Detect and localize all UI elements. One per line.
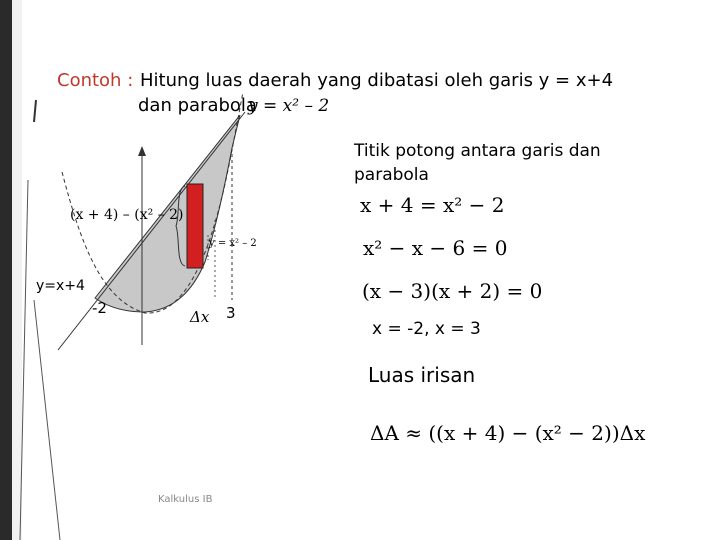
example-label: Contoh :	[57, 70, 134, 91]
area-strip	[187, 184, 203, 268]
problem-statement-line1: Hitung luas daerah yang dibatasi oleh garis y = x+4	[140, 70, 614, 91]
integrand-label: (x + 4) – (x² – 2)	[70, 207, 184, 223]
problem-statement-line2: dan parabola	[138, 95, 257, 116]
decor-line	[34, 300, 60, 540]
area-heading: Luas irisan	[368, 363, 476, 387]
intersection-heading-line2: parabola	[354, 165, 429, 185]
roots-text: x = -2, x = 3	[372, 319, 481, 339]
intersection-equation-2: x² − x − 6 = 0	[363, 236, 508, 260]
intersection-equation-3: (x − 3)(x + 2) = 0	[362, 279, 543, 303]
right-bound-label: 3	[226, 304, 236, 322]
line-graph-label: y=x+4	[36, 278, 85, 294]
line-y-x-plus-4	[58, 112, 245, 350]
dx-label: Δx	[190, 308, 210, 326]
area-formula: ΔA ≈ ((x + 4) − (x² − 2))Δx	[370, 421, 646, 445]
footer-text: Kalkulus IB	[158, 494, 213, 505]
decor-line	[20, 180, 28, 540]
intersection-equation-1: x + 4 = x² − 2	[360, 193, 505, 217]
left-bound-label: -2	[92, 299, 107, 317]
parabola-equation: y = x² – 2	[248, 96, 330, 116]
y-axis-arrow	[138, 146, 146, 156]
parabola-graph-label: y = x² – 2	[209, 238, 257, 249]
intersection-heading-line1: Titik potong antara garis dan	[354, 141, 601, 161]
decor-line	[34, 100, 36, 122]
